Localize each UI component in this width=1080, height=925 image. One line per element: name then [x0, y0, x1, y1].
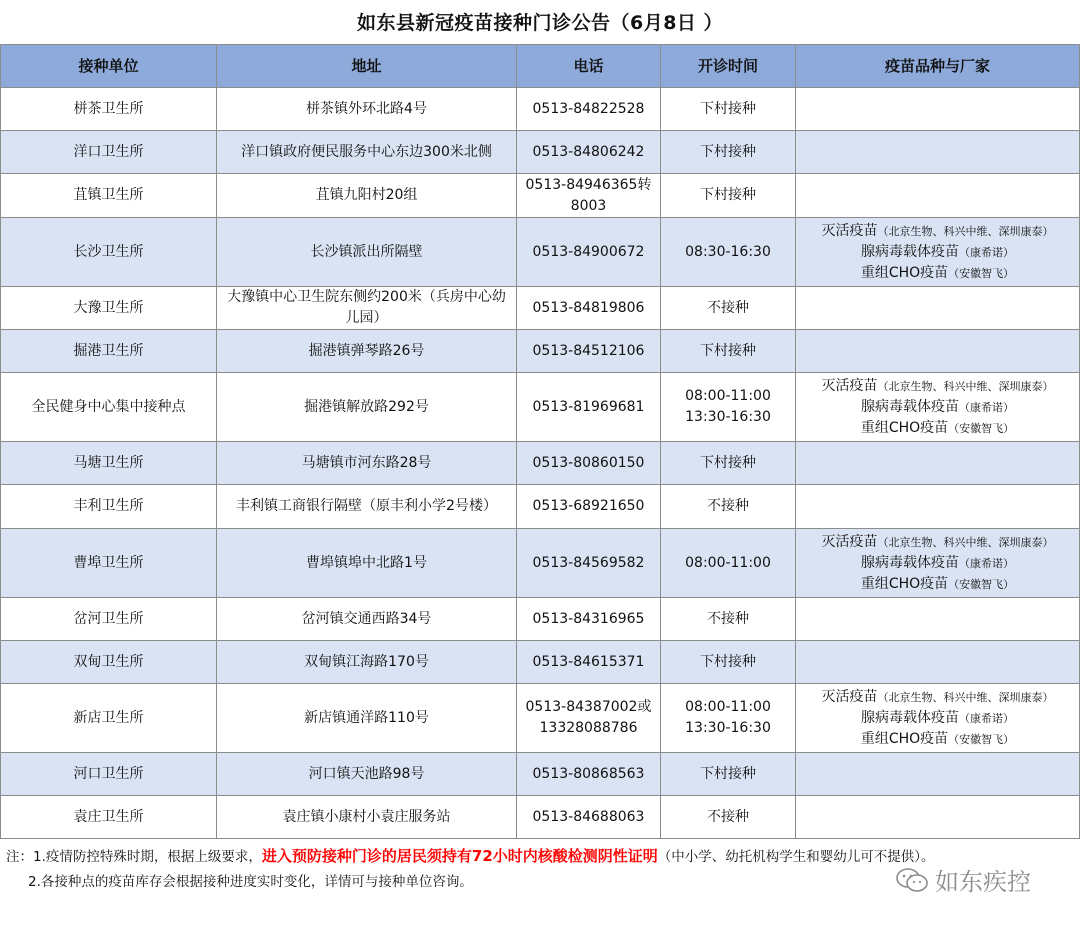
address-cell: 掘港镇弹琴路26号: [217, 330, 517, 373]
table-row: [1, 218, 1080, 287]
vaccines-cell: [796, 131, 1080, 174]
vaccines-cell: [796, 529, 1080, 598]
unit-cell: 双甸卫生所: [1, 641, 217, 684]
vaccine-maker: （安徽智飞）: [948, 732, 1015, 746]
vaccine-line: [800, 574, 1075, 595]
hours-cell: 下村接种: [661, 442, 796, 485]
header-phone: 电话: [517, 45, 661, 88]
unit-cell: 长沙卫生所: [1, 218, 217, 287]
phone-cell: 0513-84387002或13328088786: [517, 684, 661, 753]
table-row: [1, 529, 1080, 598]
phone-cell: 0513-81969681: [517, 373, 661, 442]
vaccine-maker: （北京生物、科兴中维、深圳康泰）: [877, 224, 1054, 238]
vaccine-maker: （安徽智飞）: [948, 266, 1015, 280]
vaccine-name: 重组CHO疫苗: [860, 419, 949, 436]
vaccines-cell: [796, 174, 1080, 218]
address-cell: 栟茶镇外环北路4号: [217, 88, 517, 131]
phone-cell: 0513-84946365转8003: [517, 174, 661, 218]
vaccine-maker: （康希诺）: [959, 556, 1014, 570]
vaccine-maker: （安徽智飞）: [948, 577, 1015, 591]
vaccine-maker: （康希诺）: [959, 400, 1014, 414]
phone-cell: 0513-84316965: [517, 598, 661, 641]
hours-cell: 下村接种: [661, 330, 796, 373]
watermark: [895, 862, 1031, 897]
vaccines-cell: [796, 442, 1080, 485]
note-1-highlight: 进入预防接种门诊的居民须持有72小时内核酸检测阴性证明: [261, 847, 658, 865]
vaccine-name: 腺病毒载体疫苗: [861, 398, 959, 415]
unit-cell: 河口卫生所: [1, 753, 217, 796]
table-row: [1, 442, 1080, 485]
vaccines-cell: [796, 88, 1080, 131]
address-cell: 袁庄镇小康村小袁庄服务站: [217, 796, 517, 839]
table-row: [1, 174, 1080, 218]
table-row: [1, 641, 1080, 684]
vaccines-cell: [796, 641, 1080, 684]
unit-cell: 袁庄卫生所: [1, 796, 217, 839]
vaccines-cell: [796, 218, 1080, 287]
unit-cell: 大豫卫生所: [1, 287, 217, 330]
unit-cell: 岔河卫生所: [1, 598, 217, 641]
header-vaccines: 疫苗品种与厂家: [796, 45, 1080, 88]
table-row: [1, 753, 1080, 796]
vaccine-line: [800, 418, 1075, 439]
vaccines-cell: [796, 753, 1080, 796]
watermark-text: 如东疾控: [935, 868, 1031, 896]
vaccine-name: 腺病毒载体疫苗: [861, 243, 959, 260]
hours-cell: 不接种: [661, 598, 796, 641]
vaccines-cell: [796, 330, 1080, 373]
unit-cell: 丰利卫生所: [1, 485, 217, 529]
table-row: [1, 598, 1080, 641]
vaccine-line: [800, 532, 1075, 553]
address-cell: 丰利镇工商银行隔壁（原丰利小学2号楼）: [217, 485, 517, 529]
hours-cell: 不接种: [661, 485, 796, 529]
vaccine-name: 重组CHO疫苗: [860, 264, 949, 281]
clinic-table: [0, 44, 1080, 839]
address-cell: 苴镇九阳村20组: [217, 174, 517, 218]
address-cell: 曹埠镇埠中北路1号: [217, 529, 517, 598]
phone-cell: 0513-80868563: [517, 753, 661, 796]
hours-cell: 下村接种: [661, 174, 796, 218]
table-row: [1, 287, 1080, 330]
note-1-prefix: 注：1.疫情防控特殊时期，根据上级要求，: [6, 849, 262, 865]
phone-cell: 0513-84900672: [517, 218, 661, 287]
unit-cell: 新店卫生所: [1, 684, 217, 753]
hours-cell: 08:00-11:00: [661, 529, 796, 598]
unit-cell: 马塘卫生所: [1, 442, 217, 485]
hours-cell: 下村接种: [661, 88, 796, 131]
vaccine-line: [800, 376, 1075, 397]
unit-cell: 苴镇卫生所: [1, 174, 217, 218]
vaccine-name: 灭活疫苗: [821, 222, 878, 239]
table-row: [1, 485, 1080, 529]
vaccine-name: 腺病毒载体疫苗: [861, 709, 959, 726]
hours-cell: 08:00-11:00 13:30-16:30: [661, 373, 796, 442]
vaccine-line: [800, 553, 1075, 574]
table-row: [1, 373, 1080, 442]
address-cell: 长沙镇派出所隔壁: [217, 218, 517, 287]
phone-cell: 0513-84819806: [517, 287, 661, 330]
vaccine-name: 灭活疫苗: [821, 533, 878, 550]
vaccine-maker: （安徽智飞）: [948, 421, 1015, 435]
vaccine-maker: （康希诺）: [959, 245, 1014, 259]
phone-cell: 0513-84688063: [517, 796, 661, 839]
vaccines-cell: [796, 287, 1080, 330]
note-1: [6, 845, 935, 866]
vaccine-name: 灭活疫苗: [821, 377, 878, 394]
vaccine-name: 重组CHO疫苗: [860, 575, 949, 592]
vaccine-line: [800, 263, 1075, 284]
vaccine-maker: （北京生物、科兴中维、深圳康泰）: [877, 690, 1054, 704]
vaccine-maker: （康希诺）: [959, 711, 1014, 725]
vaccine-line: [800, 221, 1075, 242]
unit-cell: 栟茶卫生所: [1, 88, 217, 131]
vaccine-line: [800, 397, 1075, 418]
address-cell: 双甸镇江海路170号: [217, 641, 517, 684]
address-cell: 大豫镇中心卫生院东侧约200米（兵房中心幼儿园）: [217, 287, 517, 330]
vaccines-cell: [796, 598, 1080, 641]
page-title: 如东县新冠疫苗接种门诊公告（6月8日 ）: [356, 12, 724, 34]
vaccines-cell: [796, 796, 1080, 839]
vaccine-line: [800, 729, 1075, 750]
vaccines-cell: [796, 373, 1080, 442]
hours-cell: 08:00-11:00 13:30-16:30: [661, 684, 796, 753]
header-hours: 开诊时间: [661, 45, 796, 88]
table-row: [1, 684, 1080, 753]
vaccine-name: 重组CHO疫苗: [860, 730, 949, 747]
wechat-icon: [895, 867, 929, 893]
note-1-suffix: （中小学、幼托机构学生和婴幼儿可不提供）。: [657, 849, 935, 865]
hours-cell: 下村接种: [661, 131, 796, 174]
vaccines-cell: [796, 485, 1080, 529]
unit-cell: 全民健身中心集中接种点: [1, 373, 217, 442]
table-row: [1, 330, 1080, 373]
hours-cell: 下村接种: [661, 641, 796, 684]
phone-cell: 0513-84569582: [517, 529, 661, 598]
vaccine-line: [800, 242, 1075, 263]
table-row: [1, 796, 1080, 839]
phone-cell: 0513-80860150: [517, 442, 661, 485]
phone-cell: 0513-84822528: [517, 88, 661, 131]
vaccine-name: 腺病毒载体疫苗: [861, 554, 959, 571]
hours-cell: 下村接种: [661, 753, 796, 796]
vaccine-maker: （北京生物、科兴中维、深圳康泰）: [877, 535, 1054, 549]
header-address: 地址: [217, 45, 517, 88]
address-cell: 岔河镇交通西路34号: [217, 598, 517, 641]
table-row: [1, 88, 1080, 131]
address-cell: 河口镇天池路98号: [217, 753, 517, 796]
hours-cell: 08:30-16:30: [661, 218, 796, 287]
phone-cell: 0513-84512106: [517, 330, 661, 373]
table-body: [1, 88, 1080, 839]
vaccines-cell: [796, 684, 1080, 753]
unit-cell: 曹埠卫生所: [1, 529, 217, 598]
note-2: 2.各接种点的疫苗库存会根据接种进度实时变化，详情可与接种单位咨询。: [28, 874, 473, 890]
vaccine-line: [800, 687, 1075, 708]
address-cell: 马塘镇市河东路28号: [217, 442, 517, 485]
vaccine-maker: （北京生物、科兴中维、深圳康泰）: [877, 379, 1054, 393]
table-row: [1, 131, 1080, 174]
phone-cell: 0513-84615371: [517, 641, 661, 684]
address-cell: 新店镇通洋路110号: [217, 684, 517, 753]
table-header-row: [1, 45, 1080, 88]
phone-cell: 0513-68921650: [517, 485, 661, 529]
address-cell: 洋口镇政府便民服务中心东边300米北侧: [217, 131, 517, 174]
vaccine-line: [800, 708, 1075, 729]
hours-cell: 不接种: [661, 287, 796, 330]
vaccine-name: 灭活疫苗: [821, 688, 878, 705]
unit-cell: 洋口卫生所: [1, 131, 217, 174]
unit-cell: 掘港卫生所: [1, 330, 217, 373]
hours-cell: 不接种: [661, 796, 796, 839]
header-unit: 接种单位: [1, 45, 217, 88]
phone-cell: 0513-84806242: [517, 131, 661, 174]
address-cell: 掘港镇解放路292号: [217, 373, 517, 442]
